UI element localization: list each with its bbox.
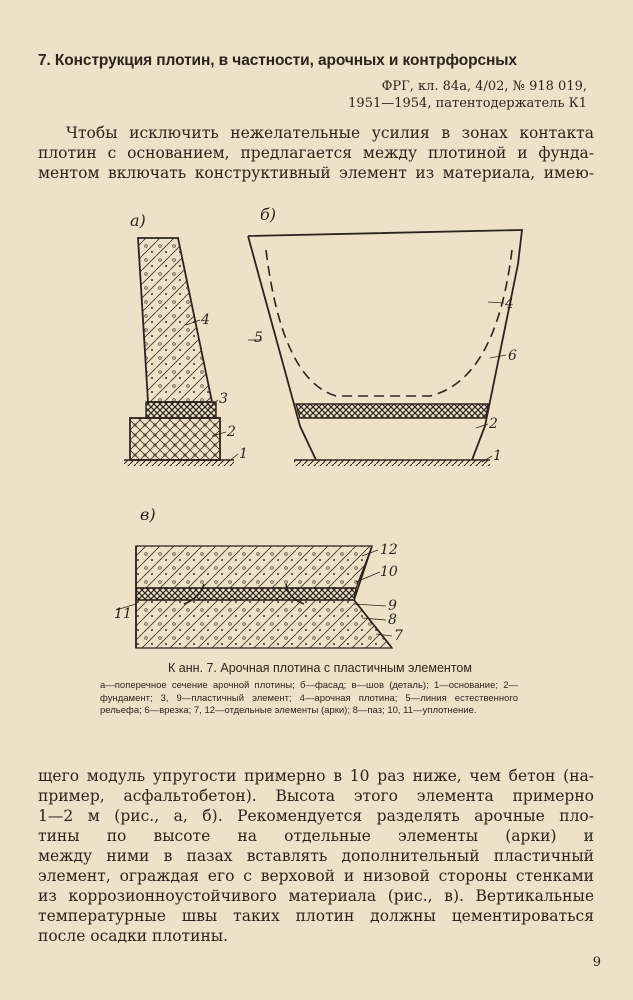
text-line: после осадки плотины. xyxy=(38,927,229,945)
text-line: щего модуль упругости примерно в 10 раз ниже, чем бетон (на- xyxy=(38,767,594,785)
patent-line-2: 1951—1954, патентодержатель К1 xyxy=(348,96,587,111)
text-line: 1—2 м (рис., а, б). Рекомендуется разделять арочные пло- xyxy=(38,807,594,825)
patent-reference xyxy=(348,78,587,112)
section-heading: 7. Конструкция плотин, в частности, арочных и контрфорсных xyxy=(38,52,517,69)
label-a-1: 1 xyxy=(239,446,248,462)
text-line: тины по высоте на отдельные элементы (арки) и xyxy=(38,827,594,845)
panel-c-joint-detail xyxy=(114,505,403,648)
text-line: между ними в пазах вставлять дополнительный пластичный xyxy=(38,847,594,865)
patent-line-1: ФРГ, кл. 84а, 4/02, № 918 019, xyxy=(381,79,587,94)
text-line: температурные швы таких плотин должны цементироваться xyxy=(38,907,594,925)
label-c-11: 11 xyxy=(114,606,132,622)
label-b-1: 1 xyxy=(493,448,502,464)
label-c-12: 12 xyxy=(380,542,398,558)
label-a-2: 2 xyxy=(227,424,236,440)
panel-a-cross-section xyxy=(124,211,248,466)
label-c-7: 7 xyxy=(394,628,403,644)
label-b-6: 6 xyxy=(508,348,517,364)
figure-caption-title: К анн. 7. Арочная плотина с пластичным элементом xyxy=(168,661,472,675)
panel-label-a: а) xyxy=(130,211,146,230)
panel-label-c: в) xyxy=(140,505,156,524)
text-line: элемент, ограждая его с верховой и низовой стороны стенками xyxy=(38,867,594,885)
label-b-4: 4 xyxy=(505,296,514,312)
text-line: пример, асфальтобетон). Высота этого элемента примерно xyxy=(38,787,594,805)
main-paragraph xyxy=(38,766,594,946)
label-c-9: 9 xyxy=(388,598,397,614)
text-line: плотин с основанием, предлагается между плотиной и фунда- xyxy=(38,144,594,162)
label-c-10: 10 xyxy=(380,564,398,580)
label-a-3: 3 xyxy=(219,391,228,407)
dam-figure xyxy=(100,200,540,665)
intro-paragraph xyxy=(38,123,594,183)
panel-label-b: б) xyxy=(260,205,277,224)
text-line: из коррозионноустойчивого материала (рис., в). Вертикальные xyxy=(38,887,594,905)
page-number: 9 xyxy=(592,955,601,970)
label-b-2: 2 xyxy=(489,416,498,432)
label-c-8: 8 xyxy=(388,612,397,628)
figure-caption-legend: а—поперечное сечение арочной плотины; б—фасад; в—шов (деталь); 1—основание; 2—фундамент; 3, 9—пластичный элемент; 4—арочная плотина; 5—линия естественного рельефа; 6—врезка; 7, 12—отдельные элементы (арки); 8—паз; 10, 11—уплотнение. xyxy=(100,680,518,716)
text-line: Чтобы исключить нежелательные усилия в зонах контакта xyxy=(66,124,594,142)
text-line: ментом включать конструктивный элемент из материала, имею- xyxy=(38,164,594,182)
panel-b-facade xyxy=(248,205,522,466)
label-b-5: 5 xyxy=(254,330,263,346)
label-a-4: 4 xyxy=(201,312,210,328)
